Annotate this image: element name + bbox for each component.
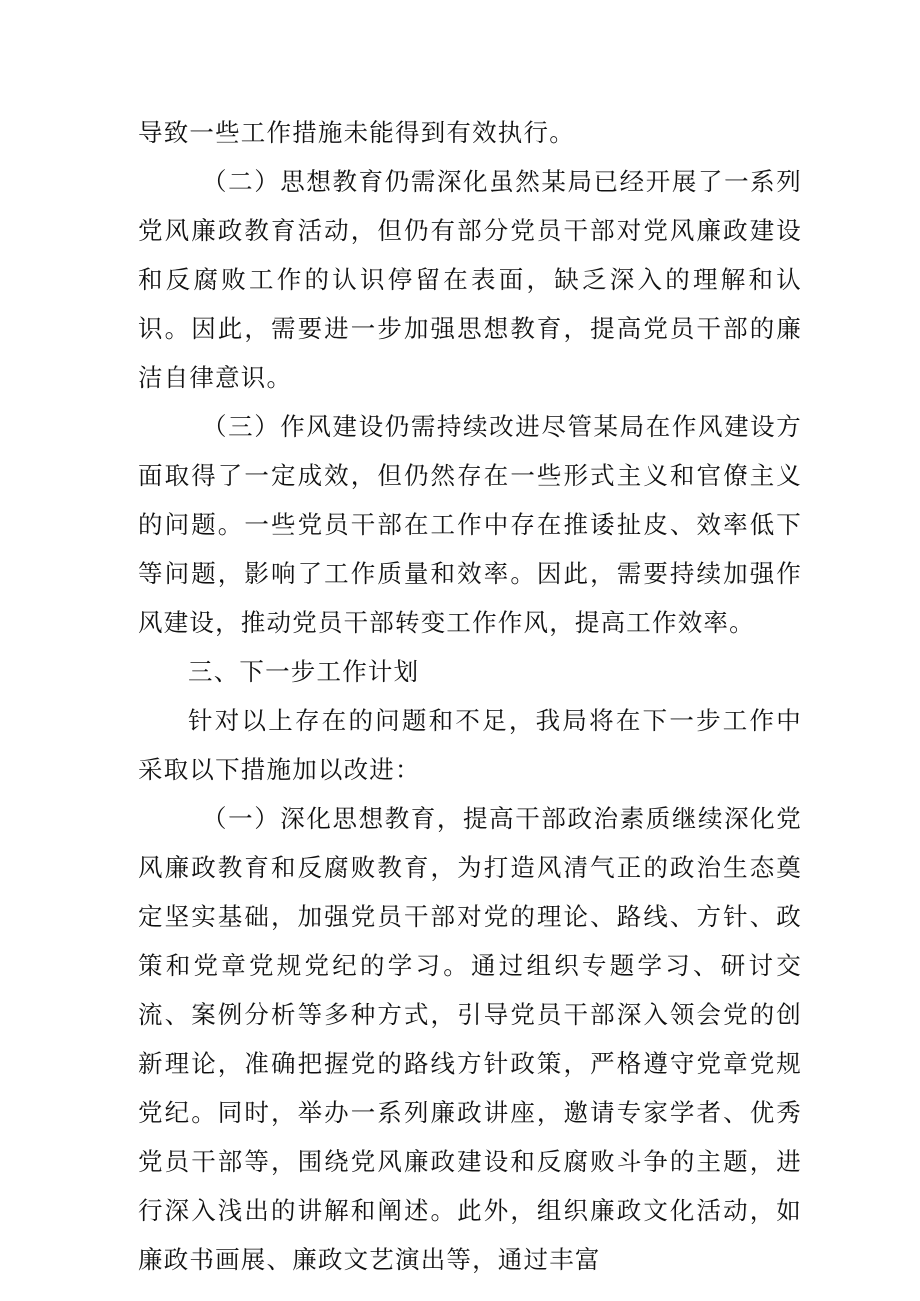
paragraph-work-style: （三）作风建设仍需持续改进尽管某局在作风建设方面取得了一定成效，但仍然存在一些形式主义和官僚主义的问题。一些党员干部在工作中存在推诿扯皮、效率低下等问题，影响了工作质量和效率。因此，需要持续加强作风建设，推动党员干部转变工作作风，提高工作效率。 <box>138 412 802 637</box>
paragraph-ideological-education: （二）思想教育仍需深化虽然某局已经开展了一系列党风廉政教育活动，但仍有部分党员干部对党风廉政建设和反腐败工作的认识停留在表面，缺乏深入的理解和认识。因此，需要进一步加强思想教育，提高党员干部的廉洁自律意识。 <box>138 167 802 392</box>
paragraph-measures-intro: 针对以上存在的问题和不足，我局将在下一步工作中采取以下措施加以改进： <box>138 706 802 784</box>
section-heading-next-plan: 三、下一步工作计划 <box>188 657 420 686</box>
paragraph-continuation: 导致一些工作措施未能得到有效执行。 <box>138 118 575 147</box>
document-body <box>138 108 802 1284</box>
paragraph-deepen-education: （一）深化思想教育，提高干部政治素质继续深化党风廉政教育和反腐败教育，为打造风清气正的政治生态奠定坚实基础，加强党员干部对党的理论、路线、方针、政策和党章党规党纪的学习。通过组织专题学习、研讨交流、案例分析等多种方式，引导党员干部深入领会党的创新理论，准确把握党的路线方针政策，严格遵守党章党规党纪。同时，举办一系列廉政讲座，邀请专家学者、优秀党员干部等，围绕党风廉政建设和反腐败斗争的主题，进行深入浅出的讲解和阐述。此外，组织廉政文化活动，如廉政书画展、廉政文艺演出等，通过丰富 <box>138 804 802 1274</box>
